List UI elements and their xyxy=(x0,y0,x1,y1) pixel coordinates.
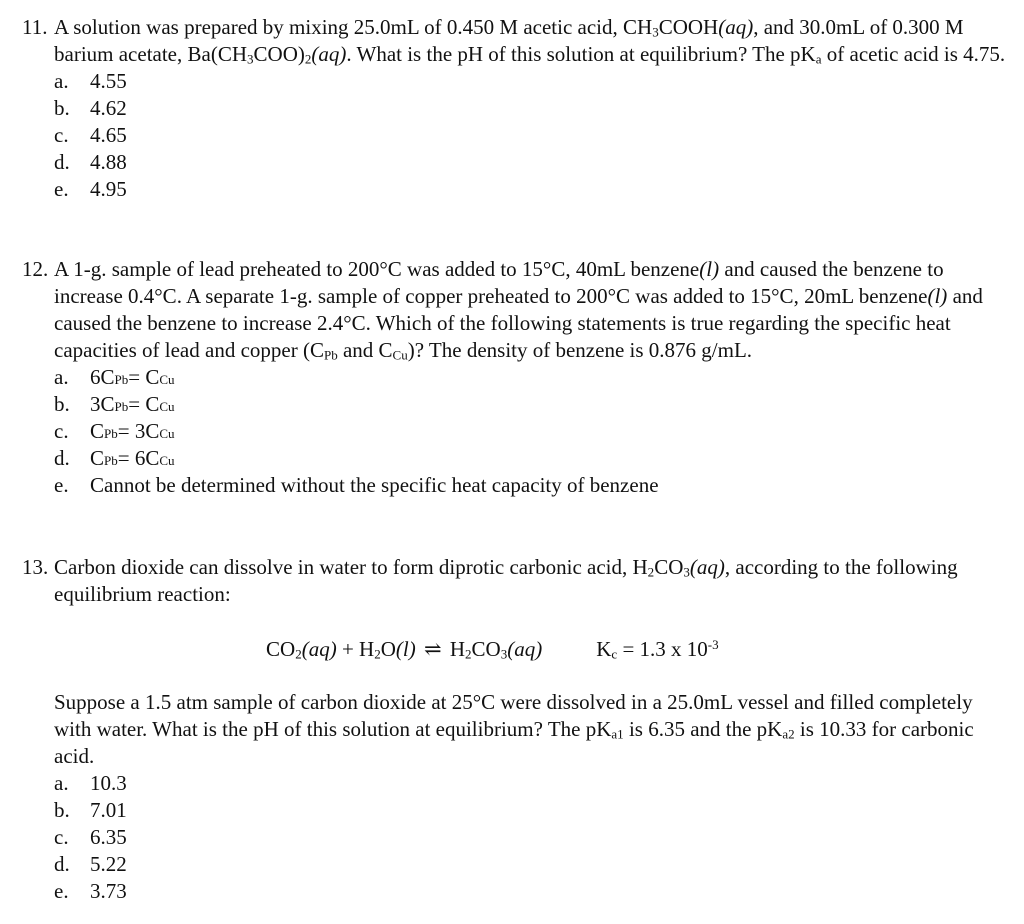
choice-c: c. C Pb = 3C Cu xyxy=(54,419,175,443)
question-13 xyxy=(22,554,1012,608)
question-stem: Carbon dioxide can dissolve in water to form diprotic carbonic acid, $H_2CO_3(aq)$, according to the following equilibrium reaction: xyxy=(54,555,958,606)
choice-e: e. Cannot be determined without the specific heat capacity of benzene xyxy=(54,473,659,497)
question-stem: A 1-g. sample of lead preheated to 200°C was added to 15°C, 40mL benzene(l) and caused the benzene to increase 0.4°C. A separate 1-g. sample of copper preheated to 200°C was added to 15°C, 20mL benzene(l) and caused the benzene to increase 2.4°C. Which of the following statements is true regarding the specific heat capacities of lead and copper ($C_{Pb}$ and $C_{Cu}$)? The density of benzene is 0.876 g/mL. xyxy=(54,257,983,363)
equilibrium-equation xyxy=(266,636,719,663)
equilibrium-constant: $K_c = 1.3$ x $10^{-3}$ xyxy=(596,636,719,662)
question-number: 11. xyxy=(22,15,48,39)
equilibrium-arrow-icon: ⇌ xyxy=(423,637,442,661)
choice-c: c. 6.35 xyxy=(54,825,127,849)
question-13-continued xyxy=(22,689,1012,905)
question-12 xyxy=(22,256,1012,499)
choice-d: d. 4.88 xyxy=(54,150,127,174)
answer-choices xyxy=(22,68,1012,203)
answer-choices xyxy=(22,364,1012,499)
question-stem: A solution was prepared by mixing 25.0mL of 0.450 M acetic acid, $CH_3COOH(aq)$, and 30.0mL of 0.300 M barium acetate, $Ba(CH_3COO)_2(aq)$. What is the pH of this solution at equilibrium? The $pK_a$ of acetic acid is 4.75. xyxy=(54,15,1006,67)
choice-b: b. 3C Pb = C Cu xyxy=(54,392,175,416)
question-11 xyxy=(22,14,1012,203)
choice-a: a. 6C Pb = C Cu xyxy=(54,365,175,389)
choice-d: d. 5.22 xyxy=(54,852,127,876)
question-number: 13. xyxy=(22,555,49,579)
choice-a: a. 4.55 xyxy=(54,69,127,93)
reaction: $CO_2(aq) + H_2O(l)$ ⇌ $H_2CO_3(aq)$ xyxy=(266,637,543,662)
choice-e: e. 4.95 xyxy=(54,177,127,201)
choice-a: a. 10.3 xyxy=(54,771,127,795)
choice-e: e. 3.73 xyxy=(54,879,127,903)
choice-c: c. 4.65 xyxy=(54,123,127,147)
choice-b: b. 7.01 xyxy=(54,798,127,822)
choice-b: b. 4.62 xyxy=(54,96,127,120)
answer-choices xyxy=(22,770,1012,905)
question-stem-continued: Suppose a 1.5 atm sample of carbon dioxide at 25°C were dissolved in a 25.0mL vessel and filled completely with water. What is the pH of this solution at equilibrium? The $pK_{a1}$ is 6.35 and the $pK_{a2}$ is 10.33 for carbonic acid. xyxy=(54,690,974,768)
choice-d: d. C Pb = 6C Cu xyxy=(54,446,175,470)
question-number: 12. xyxy=(22,257,49,281)
